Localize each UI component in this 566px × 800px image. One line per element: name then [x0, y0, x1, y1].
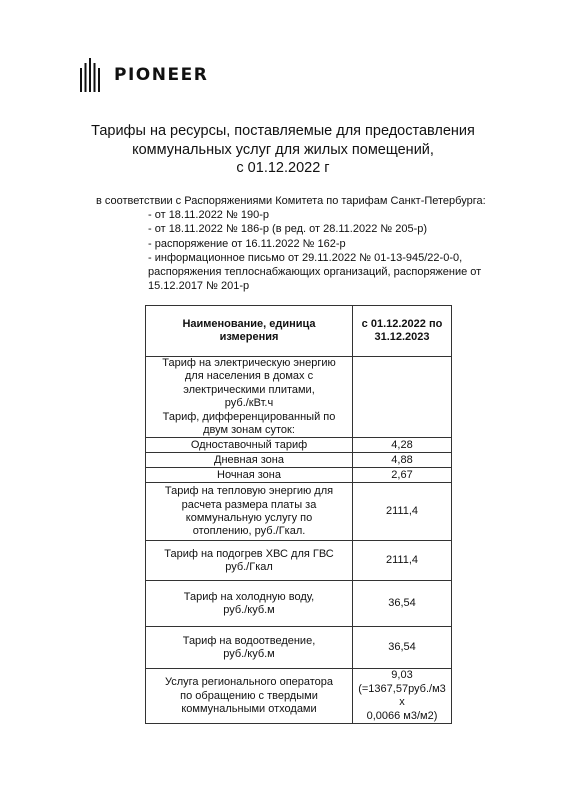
table-cell-name: Тариф на холодную воду, руб./куб.м — [146, 581, 353, 627]
table-row — [146, 453, 452, 468]
document-title — [60, 122, 506, 178]
table-row — [146, 483, 452, 541]
legal-basis-item: 15.12.2017 № 201-р — [148, 280, 250, 293]
table-cell-name: Одноставочный тариф — [146, 438, 353, 453]
table-cell-value: 9,03 (=1367,57руб./м3 х 0,0066 м3/м2) — [353, 669, 452, 724]
table-cell-value: 36,54 — [353, 627, 452, 669]
title-line: коммунальных услуг для жилых помещений, — [132, 141, 434, 158]
table-row — [146, 581, 452, 627]
table-cell-name: Дневная зона — [146, 453, 353, 468]
brand-logo — [80, 58, 208, 92]
table-cell-name: Ночная зона — [146, 468, 353, 483]
legal-basis-lead: в соответствии с Распоряжениями Комитета по тарифам Санкт-Петербурга: — [96, 195, 486, 207]
legal-basis — [96, 194, 526, 293]
legal-basis-item: распоряжения теплоснабжающих организаций, распоряжение от — [148, 266, 482, 279]
title-line: Тарифы на ресурсы, поставляемые для предоставления — [91, 123, 475, 139]
legal-basis-item: - от 18.11.2022 № 186-р (в ред. от 28.11.2022 № 205-р) — [148, 223, 428, 236]
table-row — [146, 669, 452, 724]
table-cell-name: Тариф на электрическую энергию для населения в домах с электрическими плитами, руб./кВт.ч Тариф, дифференцированный по двум зонам суток: — [146, 357, 353, 438]
header-name: Наименование, единица измерения — [146, 306, 353, 357]
table-row — [146, 438, 452, 453]
legal-basis-item: - информационное письмо от 29.11.2022 № 01-13-945/22-0-0, — [148, 251, 463, 264]
table-cell-name: Тариф на тепловую энергию для расчета размера платы за коммунальную услугу по отоплению, руб./Гкал. — [146, 483, 353, 541]
table-cell-value: 36,54 — [353, 581, 452, 627]
table-row-electric — [146, 357, 452, 438]
table-cell-name: Тариф на водоотведение, руб./куб.м — [146, 627, 353, 669]
table-cell-value — [353, 357, 452, 438]
header-period: с 01.12.2022 по 31.12.2023 — [353, 306, 452, 357]
table-cell-value: 4,28 — [353, 438, 452, 453]
table-cell-name: Услуга регионального оператора по обращению с твердыми коммунальными отходами — [146, 669, 353, 724]
table-cell-name: Тариф на подогрев ХВС для ГВС руб./Гкал — [146, 541, 353, 581]
table-row — [146, 468, 452, 483]
vertical-bars-logo-icon — [80, 58, 100, 92]
legal-basis-item: - от 18.11.2022 № 190-р — [148, 209, 269, 222]
table-row — [146, 541, 452, 581]
table-cell-value: 2111,4 — [353, 541, 452, 581]
table-cell-value: 4,88 — [353, 453, 452, 468]
table-cell-value: 2111,4 — [353, 483, 452, 541]
legal-basis-list — [96, 208, 526, 293]
table-header-row — [146, 306, 452, 357]
brand-name: PIONEER — [114, 65, 209, 85]
legal-basis-item: - распоряжение от 16.11.2022 № 162-р — [148, 237, 346, 250]
table-row — [146, 627, 452, 669]
tariffs-table — [145, 305, 452, 724]
title-line: с 01.12.2022 г — [236, 160, 330, 176]
table-cell-value: 2,67 — [353, 468, 452, 483]
